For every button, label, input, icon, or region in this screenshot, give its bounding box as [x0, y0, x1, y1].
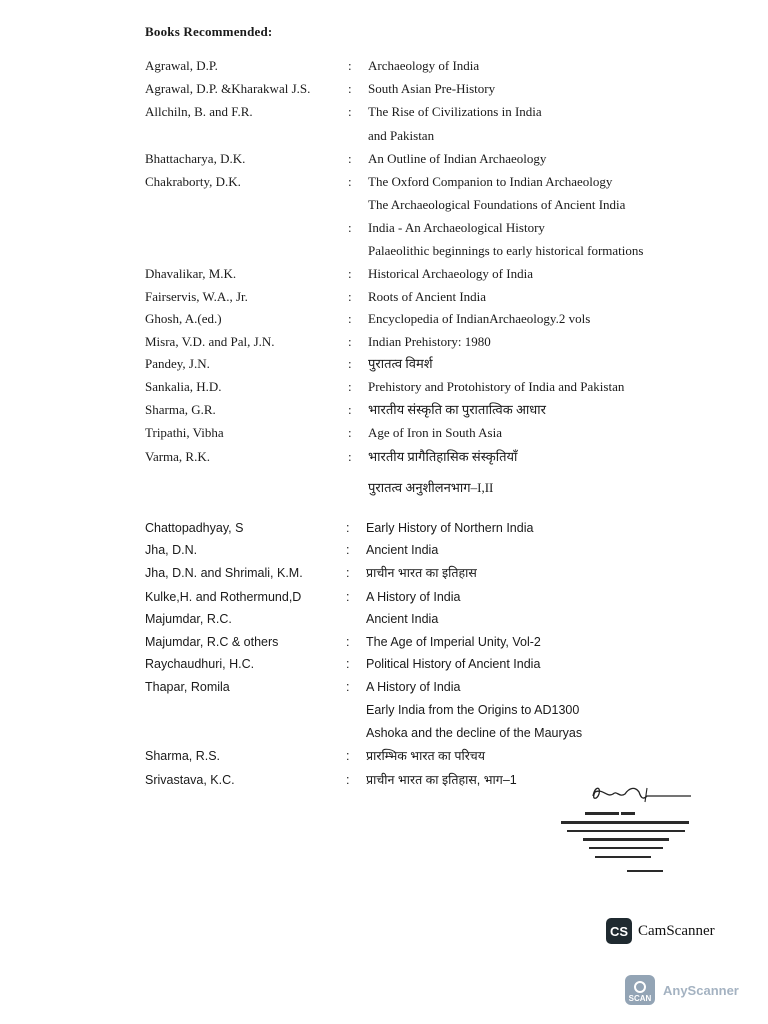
book-author: Agrawal, D.P. &Kharakwal J.S. — [145, 81, 311, 96]
book-entry — [0, 722, 768, 744]
entry-separator: : — [346, 680, 350, 694]
book-author: Raychaudhuri, H.C. — [145, 657, 255, 671]
book-entry — [0, 446, 768, 468]
book-entry — [0, 699, 768, 721]
book-title: पुरातत्व विमर्श — [368, 356, 433, 371]
book-entry — [0, 562, 768, 584]
book-title: भारतीय संस्कृति का पुरातात्विक आधार — [368, 402, 546, 417]
entry-separator: : — [346, 773, 350, 787]
anyscanner-label: AnyScanner — [663, 982, 739, 998]
book-author: Dhavalikar, M.K. — [145, 266, 237, 281]
entry-separator: : — [348, 151, 352, 166]
book-title: पुरातत्व अनुशीलनभाग–I,II — [368, 480, 494, 495]
entry-separator: : — [348, 379, 352, 394]
book-entry — [0, 653, 768, 675]
entry-separator: : — [346, 635, 350, 649]
book-title: An Outline of Indian Archaeology — [368, 151, 547, 166]
book-author: Sankalia, H.D. — [145, 379, 222, 394]
entry-separator: : — [348, 174, 352, 189]
entry-separator: : — [348, 220, 352, 235]
book-title: Encyclopedia of IndianArchaeology.2 vols — [368, 311, 591, 326]
entry-separator: : — [348, 81, 352, 96]
book-entry — [0, 676, 768, 698]
book-author: Jha, D.N. — [145, 543, 198, 557]
book-entry — [0, 353, 768, 375]
book-author: Chakraborty, D.K. — [145, 174, 241, 189]
entry-separator: : — [346, 566, 350, 580]
book-author: Sharma, R.S. — [145, 749, 221, 763]
camscanner-label: CamScanner — [638, 922, 715, 939]
section-heading: Books Recommended: — [145, 24, 273, 39]
signature-stamp-graphic — [555, 778, 700, 878]
book-entry — [0, 539, 768, 561]
book-author: Chattopadhyay, S — [145, 521, 244, 535]
entry-separator: : — [348, 58, 352, 73]
book-author: Misra, V.D. and Pal, J.N. — [145, 334, 275, 349]
book-title: South Asian Pre-History — [368, 81, 496, 96]
book-entry — [0, 308, 768, 330]
book-entry — [0, 78, 768, 100]
entry-separator: : — [348, 402, 352, 417]
book-entry — [0, 171, 768, 193]
book-entry — [0, 586, 768, 608]
book-title: Historical Archaeology of India — [368, 266, 533, 281]
book-entry — [0, 477, 768, 499]
entry-separator: : — [348, 266, 352, 281]
book-entry — [0, 399, 768, 421]
book-entry — [0, 148, 768, 170]
book-author: Srivastava, K.C. — [145, 773, 235, 787]
book-entry — [0, 263, 768, 285]
book-author: Varma, R.K. — [145, 449, 210, 464]
book-entry — [0, 517, 768, 539]
book-entry — [0, 55, 768, 77]
book-title: The Age of Imperial Unity, Vol-2 — [366, 635, 541, 649]
book-title: The Oxford Companion to Indian Archaeology — [368, 174, 613, 189]
book-title: Ancient India — [366, 612, 439, 626]
entry-separator: : — [348, 334, 352, 349]
book-entry — [0, 631, 768, 653]
book-title: Early History of Northern India — [366, 521, 534, 535]
entry-separator: : — [346, 521, 350, 535]
camscanner-watermark — [606, 918, 715, 944]
entry-separator: : — [348, 289, 352, 304]
book-author: Majumdar, R.C & others — [145, 635, 279, 649]
book-author: Kulke,H. and Rothermund,D — [145, 590, 302, 604]
book-entry — [0, 608, 768, 630]
entry-separator: : — [348, 104, 352, 119]
entry-separator: : — [346, 590, 350, 604]
book-title: Age of Iron in South Asia — [368, 425, 502, 440]
book-author: Sharma, G.R. — [145, 402, 216, 417]
book-entry — [0, 376, 768, 398]
book-author: Ghosh, A.(ed.) — [145, 311, 222, 326]
signature-stamp — [555, 778, 700, 878]
book-title: Palaeolithic beginnings to early historical formations — [368, 243, 644, 258]
book-entry — [0, 422, 768, 444]
entry-separator: : — [346, 749, 350, 763]
book-title: प्रारम्भिक भारत का परिचय — [366, 749, 485, 763]
anyscanner-logo-icon: SCAN — [625, 975, 655, 1005]
camscanner-logo-icon: CS — [606, 918, 632, 944]
book-author: Pandey, J.N. — [145, 356, 210, 371]
book-title: Political History of Ancient India — [366, 657, 541, 671]
book-title: The Rise of Civilizations in India — [368, 104, 542, 119]
book-author: Fairservis, W.A., Jr. — [145, 289, 248, 304]
book-title: प्राचीन भारत का इतिहास, भाग–1 — [366, 773, 517, 787]
book-entry — [0, 194, 768, 216]
book-author: Allchiln, B. and F.R. — [145, 104, 253, 119]
entry-separator: : — [348, 356, 352, 371]
book-title: भारतीय प्रागैतिहासिक संस्कृतियाँ — [368, 449, 518, 464]
book-title: India - An Archaeological History — [368, 220, 545, 235]
book-title: Indian Prehistory: 1980 — [368, 334, 491, 349]
book-title: Ancient India — [366, 543, 439, 557]
book-author: Agrawal, D.P. — [145, 58, 218, 73]
book-title: प्राचीन भारत का इतिहास — [366, 566, 477, 580]
book-entry — [0, 101, 768, 123]
book-author: Thapar, Romila — [145, 680, 230, 694]
book-entry — [0, 286, 768, 308]
entry-separator: : — [346, 543, 350, 557]
book-author: Tripathi, Vibha — [145, 425, 224, 440]
entry-separator: : — [348, 425, 352, 440]
anyscanner-watermark — [625, 975, 739, 1005]
book-title: Early India from the Origins to AD1300 — [366, 703, 580, 717]
book-title: A History of India — [366, 680, 461, 694]
book-title: The Archaeological Foundations of Ancient India — [368, 197, 626, 212]
entry-separator: : — [348, 449, 352, 464]
book-entry — [0, 240, 768, 262]
book-entry — [0, 331, 768, 353]
entry-separator: : — [346, 657, 350, 671]
book-title: A History of India — [366, 590, 461, 604]
book-title: Prehistory and Protohistory of India and Pakistan — [368, 379, 625, 394]
entry-separator: : — [348, 311, 352, 326]
book-author: Bhattacharya, D.K. — [145, 151, 246, 166]
book-entry — [0, 745, 768, 767]
book-entry — [0, 125, 768, 147]
book-author: Jha, D.N. and Shrimali, K.M. — [145, 566, 303, 580]
book-title: Roots of Ancient India — [368, 289, 487, 304]
book-title: and Pakistan — [368, 128, 435, 143]
book-title: Ashoka and the decline of the Mauryas — [366, 726, 583, 740]
book-entry — [0, 217, 768, 239]
book-author: Majumdar, R.C. — [145, 612, 232, 626]
book-title: Archaeology of India — [368, 58, 480, 73]
